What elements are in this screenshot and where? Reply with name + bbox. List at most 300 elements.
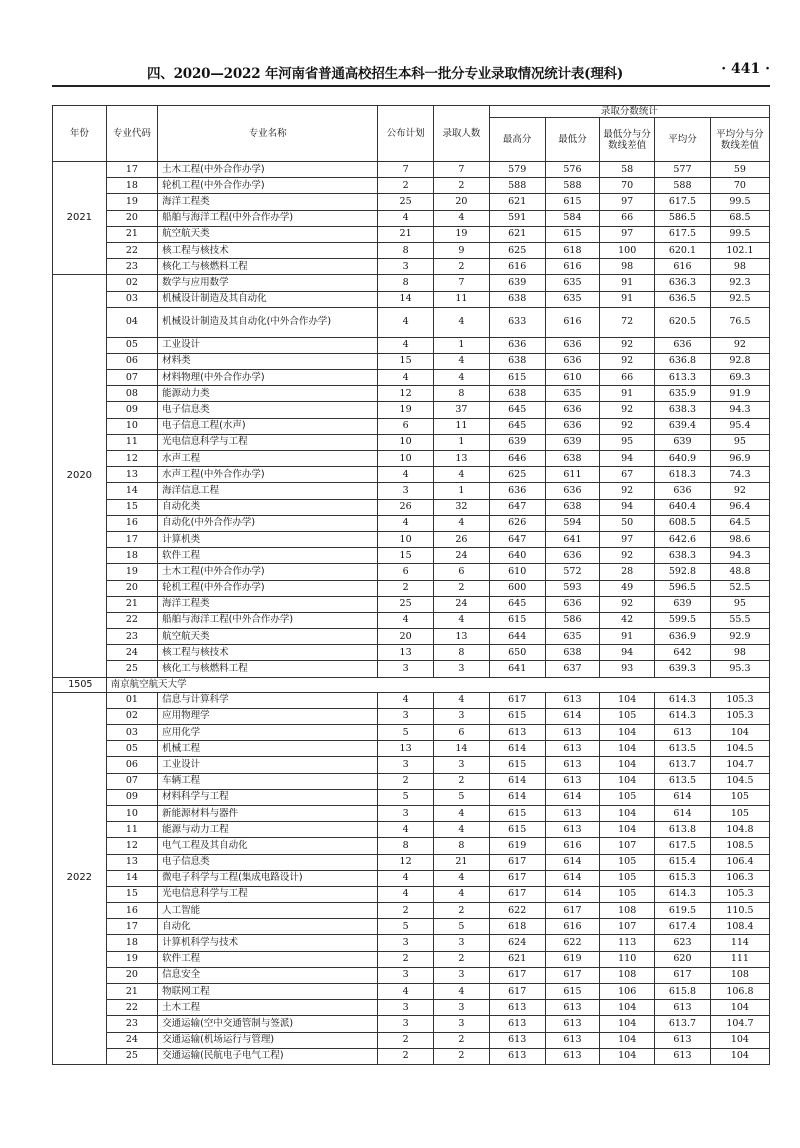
plan-cell: 2 xyxy=(378,951,434,967)
major-cell: 车辆工程 xyxy=(158,773,378,789)
code-cell: 22 xyxy=(106,612,158,628)
min-diff-cell: 104 xyxy=(600,692,655,708)
avg-diff-cell: 105.3 xyxy=(710,692,769,708)
max-cell: 621 xyxy=(489,951,545,967)
min-diff-cell: 58 xyxy=(600,162,655,178)
table-row xyxy=(53,242,770,258)
min-diff-cell: 104 xyxy=(600,773,655,789)
code-cell: 19 xyxy=(106,564,158,580)
max-cell: 614 xyxy=(489,773,545,789)
avg-diff-cell: 106.4 xyxy=(710,854,769,870)
max-cell: 617 xyxy=(489,692,545,708)
min-cell: 635 xyxy=(545,291,600,307)
max-cell: 640 xyxy=(489,548,545,564)
admitted-cell: 4 xyxy=(433,353,489,369)
table-row xyxy=(53,275,770,291)
avg-diff-cell: 69.3 xyxy=(710,370,769,386)
major-cell: 能源动力类 xyxy=(158,386,378,402)
max-cell: 617 xyxy=(489,870,545,886)
major-cell: 信息安全 xyxy=(158,967,378,983)
code-cell: 24 xyxy=(106,1032,158,1048)
max-cell: 615 xyxy=(489,805,545,821)
admitted-cell: 2 xyxy=(433,259,489,275)
min-diff-cell: 105 xyxy=(600,886,655,902)
admitted-cell: 5 xyxy=(433,919,489,935)
code-cell: 19 xyxy=(106,194,158,210)
table-row xyxy=(53,741,770,757)
avg-diff-cell: 95 xyxy=(710,434,769,450)
max-cell: 638 xyxy=(489,291,545,307)
avg-diff-cell: 98 xyxy=(710,259,769,275)
code-cell: 23 xyxy=(106,629,158,645)
avg-diff-cell: 106.8 xyxy=(710,984,769,1000)
min-diff-cell: 92 xyxy=(600,548,655,564)
major-cell: 海洋工程类 xyxy=(158,596,378,612)
code-cell: 13 xyxy=(106,854,158,870)
min-diff-cell: 91 xyxy=(600,386,655,402)
min-cell: 614 xyxy=(545,789,600,805)
admitted-cell: 4 xyxy=(433,515,489,531)
avg-diff-cell: 52.5 xyxy=(710,580,769,596)
min-diff-cell: 93 xyxy=(600,661,655,677)
plan-cell: 3 xyxy=(378,483,434,499)
code-cell: 20 xyxy=(106,967,158,983)
max-cell: 613 xyxy=(489,725,545,741)
avg-diff-cell: 48.8 xyxy=(710,564,769,580)
admitted-cell: 7 xyxy=(433,162,489,178)
max-cell: 639 xyxy=(489,275,545,291)
admitted-cell: 4 xyxy=(433,822,489,838)
plan-cell: 4 xyxy=(378,370,434,386)
min-cell: 619 xyxy=(545,951,600,967)
avg-diff-cell: 95 xyxy=(710,596,769,612)
admitted-cell: 4 xyxy=(433,307,489,337)
major-cell: 机械设计制造及其自动化(中外合作办学) xyxy=(158,307,378,337)
major-cell: 船舶与海洋工程(中外合作办学) xyxy=(158,210,378,226)
code-cell: 11 xyxy=(106,434,158,450)
max-cell: 650 xyxy=(489,645,545,661)
table-row xyxy=(53,645,770,661)
avg-cell: 614 xyxy=(655,805,711,821)
avg-diff-cell: 104 xyxy=(710,725,769,741)
avg-diff-cell: 105.3 xyxy=(710,886,769,902)
table-row xyxy=(53,919,770,935)
table-row xyxy=(53,870,770,886)
min-diff-cell: 107 xyxy=(600,838,655,854)
max-cell: 645 xyxy=(489,402,545,418)
table-row xyxy=(53,291,770,307)
table-row xyxy=(53,773,770,789)
avg-cell: 613.5 xyxy=(655,741,711,757)
plan-cell: 3 xyxy=(378,805,434,821)
code-cell: 11 xyxy=(106,822,158,838)
min-cell: 636 xyxy=(545,418,600,434)
header-avg-diff: 平均分与分数线差值 xyxy=(710,118,769,162)
table-row xyxy=(53,984,770,1000)
table-row xyxy=(53,226,770,242)
avg-diff-cell: 92.9 xyxy=(710,629,769,645)
table-row xyxy=(53,886,770,902)
max-cell: 613 xyxy=(489,1000,545,1016)
admitted-cell: 1 xyxy=(433,483,489,499)
table-row xyxy=(53,903,770,919)
major-cell: 物联网工程 xyxy=(158,984,378,1000)
admitted-cell: 21 xyxy=(433,854,489,870)
admitted-cell: 3 xyxy=(433,1016,489,1032)
max-cell: 621 xyxy=(489,226,545,242)
plan-cell: 4 xyxy=(378,822,434,838)
min-diff-cell: 94 xyxy=(600,499,655,515)
avg-diff-cell: 92.3 xyxy=(710,275,769,291)
plan-cell: 8 xyxy=(378,242,434,258)
code-cell: 15 xyxy=(106,499,158,515)
code-cell: 06 xyxy=(106,757,158,773)
major-cell: 人工智能 xyxy=(158,903,378,919)
major-cell: 航空航天类 xyxy=(158,226,378,242)
max-cell: 615 xyxy=(489,370,545,386)
plan-cell: 21 xyxy=(378,226,434,242)
max-cell: 614 xyxy=(489,741,545,757)
min-diff-cell: 113 xyxy=(600,935,655,951)
admitted-cell: 3 xyxy=(433,935,489,951)
admitted-cell: 24 xyxy=(433,596,489,612)
table-row xyxy=(53,451,770,467)
avg-cell: 613.5 xyxy=(655,773,711,789)
min-cell: 636 xyxy=(545,483,600,499)
min-cell: 613 xyxy=(545,757,600,773)
min-cell: 635 xyxy=(545,629,600,645)
code-cell: 03 xyxy=(106,291,158,307)
table-row xyxy=(53,805,770,821)
major-cell: 工业设计 xyxy=(158,337,378,353)
code-cell: 20 xyxy=(106,580,158,596)
table-row xyxy=(53,854,770,870)
code-cell: 17 xyxy=(106,919,158,935)
table-row xyxy=(53,307,770,337)
avg-diff-cell: 102.1 xyxy=(710,242,769,258)
max-cell: 617 xyxy=(489,984,545,1000)
avg-cell: 613.3 xyxy=(655,370,711,386)
major-cell: 计算机类 xyxy=(158,531,378,547)
table-row xyxy=(53,708,770,724)
major-cell: 航空航天类 xyxy=(158,629,378,645)
plan-cell: 14 xyxy=(378,291,434,307)
avg-diff-cell: 94.3 xyxy=(710,548,769,564)
min-cell: 613 xyxy=(545,1016,600,1032)
major-cell: 新能源材料与器件 xyxy=(158,805,378,821)
code-cell: 18 xyxy=(106,935,158,951)
max-cell: 617 xyxy=(489,967,545,983)
plan-cell: 3 xyxy=(378,967,434,983)
max-cell: 579 xyxy=(489,162,545,178)
plan-cell: 5 xyxy=(378,919,434,935)
admitted-cell: 6 xyxy=(433,725,489,741)
min-diff-cell: 91 xyxy=(600,291,655,307)
min-diff-cell: 92 xyxy=(600,353,655,369)
major-cell: 轮机工程(中外合作办学) xyxy=(158,178,378,194)
max-cell: 600 xyxy=(489,580,545,596)
admitted-cell: 11 xyxy=(433,418,489,434)
admitted-cell: 11 xyxy=(433,291,489,307)
avg-cell: 636 xyxy=(655,483,711,499)
avg-diff-cell: 105.3 xyxy=(710,708,769,724)
major-cell: 应用物理学 xyxy=(158,708,378,724)
code-cell: 23 xyxy=(106,259,158,275)
table-row xyxy=(53,612,770,628)
max-cell: 615 xyxy=(489,612,545,628)
avg-cell: 615.4 xyxy=(655,854,711,870)
max-cell: 617 xyxy=(489,886,545,902)
plan-cell: 7 xyxy=(378,162,434,178)
avg-cell: 608.5 xyxy=(655,515,711,531)
min-cell: 593 xyxy=(545,580,600,596)
avg-diff-cell: 104 xyxy=(710,1048,769,1064)
max-cell: 613 xyxy=(489,1016,545,1032)
plan-cell: 4 xyxy=(378,984,434,1000)
admitted-cell: 4 xyxy=(433,210,489,226)
year-cell: 2020 xyxy=(53,275,107,677)
max-cell: 591 xyxy=(489,210,545,226)
header-code: 专业代码 xyxy=(106,106,158,162)
code-cell: 09 xyxy=(106,789,158,805)
min-diff-cell: 104 xyxy=(600,757,655,773)
avg-cell: 640.4 xyxy=(655,499,711,515)
major-cell: 交通运输(空中交通管制与签派) xyxy=(158,1016,378,1032)
min-cell: 613 xyxy=(545,692,600,708)
min-diff-cell: 108 xyxy=(600,967,655,983)
major-cell: 数学与应用数学 xyxy=(158,275,378,291)
admitted-cell: 3 xyxy=(433,757,489,773)
avg-cell: 636 xyxy=(655,337,711,353)
avg-diff-cell: 104.7 xyxy=(710,1016,769,1032)
avg-diff-cell: 99.5 xyxy=(710,194,769,210)
plan-cell: 12 xyxy=(378,854,434,870)
admitted-cell: 3 xyxy=(433,708,489,724)
plan-cell: 3 xyxy=(378,935,434,951)
plan-cell: 3 xyxy=(378,1000,434,1016)
max-cell: 621 xyxy=(489,194,545,210)
avg-diff-cell: 108 xyxy=(710,967,769,983)
plan-cell: 10 xyxy=(378,531,434,547)
admitted-cell: 3 xyxy=(433,1000,489,1016)
min-diff-cell: 70 xyxy=(600,178,655,194)
min-cell: 614 xyxy=(545,854,600,870)
header-score-group: 录取分数统计 xyxy=(489,106,769,118)
admitted-cell: 2 xyxy=(433,903,489,919)
avg-diff-cell: 98 xyxy=(710,645,769,661)
table-row xyxy=(53,580,770,596)
avg-cell: 620 xyxy=(655,951,711,967)
admitted-cell: 4 xyxy=(433,886,489,902)
min-cell: 637 xyxy=(545,661,600,677)
avg-cell: 613.8 xyxy=(655,822,711,838)
table-row xyxy=(53,692,770,708)
avg-cell: 614.3 xyxy=(655,886,711,902)
max-cell: 638 xyxy=(489,386,545,402)
min-cell: 614 xyxy=(545,886,600,902)
avg-cell: 636.5 xyxy=(655,291,711,307)
plan-cell: 6 xyxy=(378,418,434,434)
header-min-diff: 最低分与分数线差值 xyxy=(600,118,655,162)
plan-cell: 4 xyxy=(378,467,434,483)
major-cell: 机械设计制造及其自动化 xyxy=(158,291,378,307)
avg-diff-cell: 108.4 xyxy=(710,919,769,935)
table-row xyxy=(53,967,770,983)
table-row xyxy=(53,467,770,483)
avg-diff-cell: 92.8 xyxy=(710,353,769,369)
plan-cell: 4 xyxy=(378,515,434,531)
admitted-cell: 8 xyxy=(433,386,489,402)
code-cell: 17 xyxy=(106,162,158,178)
page-title: 四、2020—2022 年河南省普通高校招生本科一批分专业录取情况统计表(理科) xyxy=(147,66,624,82)
avg-diff-cell: 96.9 xyxy=(710,451,769,467)
table-row xyxy=(53,402,770,418)
admitted-cell: 3 xyxy=(433,967,489,983)
min-diff-cell: 91 xyxy=(600,275,655,291)
plan-cell: 3 xyxy=(378,259,434,275)
min-diff-cell: 50 xyxy=(600,515,655,531)
avg-cell: 616 xyxy=(655,259,711,275)
header-max: 最高分 xyxy=(489,118,545,162)
avg-cell: 638.3 xyxy=(655,402,711,418)
max-cell: 613 xyxy=(489,1048,545,1064)
min-cell: 611 xyxy=(545,467,600,483)
admitted-cell: 37 xyxy=(433,402,489,418)
min-cell: 636 xyxy=(545,548,600,564)
code-cell: 18 xyxy=(106,178,158,194)
header-rule xyxy=(52,85,770,87)
avg-cell: 642.6 xyxy=(655,531,711,547)
min-cell: 635 xyxy=(545,275,600,291)
major-cell: 核工程与核技术 xyxy=(158,242,378,258)
admission-table xyxy=(52,105,770,1065)
admitted-cell: 6 xyxy=(433,564,489,580)
table-row xyxy=(53,564,770,580)
major-cell: 光电信息科学与工程 xyxy=(158,434,378,450)
max-cell: 647 xyxy=(489,499,545,515)
max-cell: 641 xyxy=(489,661,545,677)
min-diff-cell: 105 xyxy=(600,789,655,805)
header-admitted: 录取人数 xyxy=(433,106,489,162)
major-cell: 软件工程 xyxy=(158,548,378,564)
max-cell: 633 xyxy=(489,307,545,337)
code-cell: 25 xyxy=(106,1048,158,1064)
table-row xyxy=(53,259,770,275)
min-cell: 636 xyxy=(545,337,600,353)
avg-cell: 613.7 xyxy=(655,757,711,773)
major-cell: 工业设计 xyxy=(158,757,378,773)
min-diff-cell: 105 xyxy=(600,708,655,724)
code-cell: 25 xyxy=(106,661,158,677)
code-cell: 16 xyxy=(106,903,158,919)
plan-cell: 25 xyxy=(378,194,434,210)
avg-cell: 623 xyxy=(655,935,711,951)
avg-diff-cell: 92 xyxy=(710,337,769,353)
min-cell: 616 xyxy=(545,838,600,854)
plan-cell: 2 xyxy=(378,580,434,596)
major-cell: 材料物理(中外合作办学) xyxy=(158,370,378,386)
admitted-cell: 26 xyxy=(433,531,489,547)
plan-cell: 4 xyxy=(378,337,434,353)
min-cell: 613 xyxy=(545,1032,600,1048)
avg-cell: 636.8 xyxy=(655,353,711,369)
min-cell: 613 xyxy=(545,725,600,741)
min-cell: 635 xyxy=(545,386,600,402)
plan-cell: 3 xyxy=(378,1016,434,1032)
major-cell: 机械工程 xyxy=(158,741,378,757)
min-cell: 638 xyxy=(545,645,600,661)
avg-cell: 614.3 xyxy=(655,708,711,724)
max-cell: 636 xyxy=(489,337,545,353)
avg-cell: 586.5 xyxy=(655,210,711,226)
admitted-cell: 2 xyxy=(433,773,489,789)
major-cell: 电子信息类 xyxy=(158,854,378,870)
min-diff-cell: 97 xyxy=(600,531,655,547)
avg-cell: 596.5 xyxy=(655,580,711,596)
max-cell: 622 xyxy=(489,903,545,919)
min-cell: 616 xyxy=(545,919,600,935)
plan-cell: 5 xyxy=(378,789,434,805)
avg-diff-cell: 104.5 xyxy=(710,773,769,789)
avg-cell: 613 xyxy=(655,725,711,741)
table-row xyxy=(53,531,770,547)
code-cell: 07 xyxy=(106,773,158,789)
avg-cell: 636.3 xyxy=(655,275,711,291)
major-cell: 交通运输(民航电子电气工程) xyxy=(158,1048,378,1064)
plan-cell: 10 xyxy=(378,451,434,467)
min-diff-cell: 105 xyxy=(600,854,655,870)
min-cell: 594 xyxy=(545,515,600,531)
min-cell: 614 xyxy=(545,870,600,886)
avg-cell: 617.5 xyxy=(655,838,711,854)
avg-diff-cell: 104 xyxy=(710,1032,769,1048)
major-cell: 海洋工程类 xyxy=(158,194,378,210)
plan-cell: 15 xyxy=(378,353,434,369)
table-body xyxy=(53,162,770,1065)
min-diff-cell: 67 xyxy=(600,467,655,483)
min-diff-cell: 104 xyxy=(600,1000,655,1016)
table-row xyxy=(53,178,770,194)
avg-cell: 614.3 xyxy=(655,692,711,708)
code-cell: 21 xyxy=(106,984,158,1000)
code-cell: 10 xyxy=(106,805,158,821)
avg-diff-cell: 55.5 xyxy=(710,612,769,628)
admitted-cell: 19 xyxy=(433,226,489,242)
plan-cell: 4 xyxy=(378,870,434,886)
code-cell: 09 xyxy=(106,402,158,418)
table-row xyxy=(53,935,770,951)
avg-diff-cell: 106.3 xyxy=(710,870,769,886)
code-cell: 08 xyxy=(106,386,158,402)
major-cell: 能源与动力工程 xyxy=(158,822,378,838)
plan-cell: 20 xyxy=(378,629,434,645)
code-cell: 12 xyxy=(106,838,158,854)
code-cell: 21 xyxy=(106,596,158,612)
major-cell: 水声工程(中外合作办学) xyxy=(158,467,378,483)
plan-cell: 4 xyxy=(378,210,434,226)
major-cell: 电子信息类 xyxy=(158,402,378,418)
table-row xyxy=(53,370,770,386)
avg-cell: 620.1 xyxy=(655,242,711,258)
avg-diff-cell: 105 xyxy=(710,805,769,821)
table-row xyxy=(53,162,770,178)
admitted-cell: 1 xyxy=(433,337,489,353)
admitted-cell: 2 xyxy=(433,1048,489,1064)
avg-cell: 619.5 xyxy=(655,903,711,919)
avg-diff-cell: 94.3 xyxy=(710,402,769,418)
table-row xyxy=(53,822,770,838)
table-row xyxy=(53,337,770,353)
